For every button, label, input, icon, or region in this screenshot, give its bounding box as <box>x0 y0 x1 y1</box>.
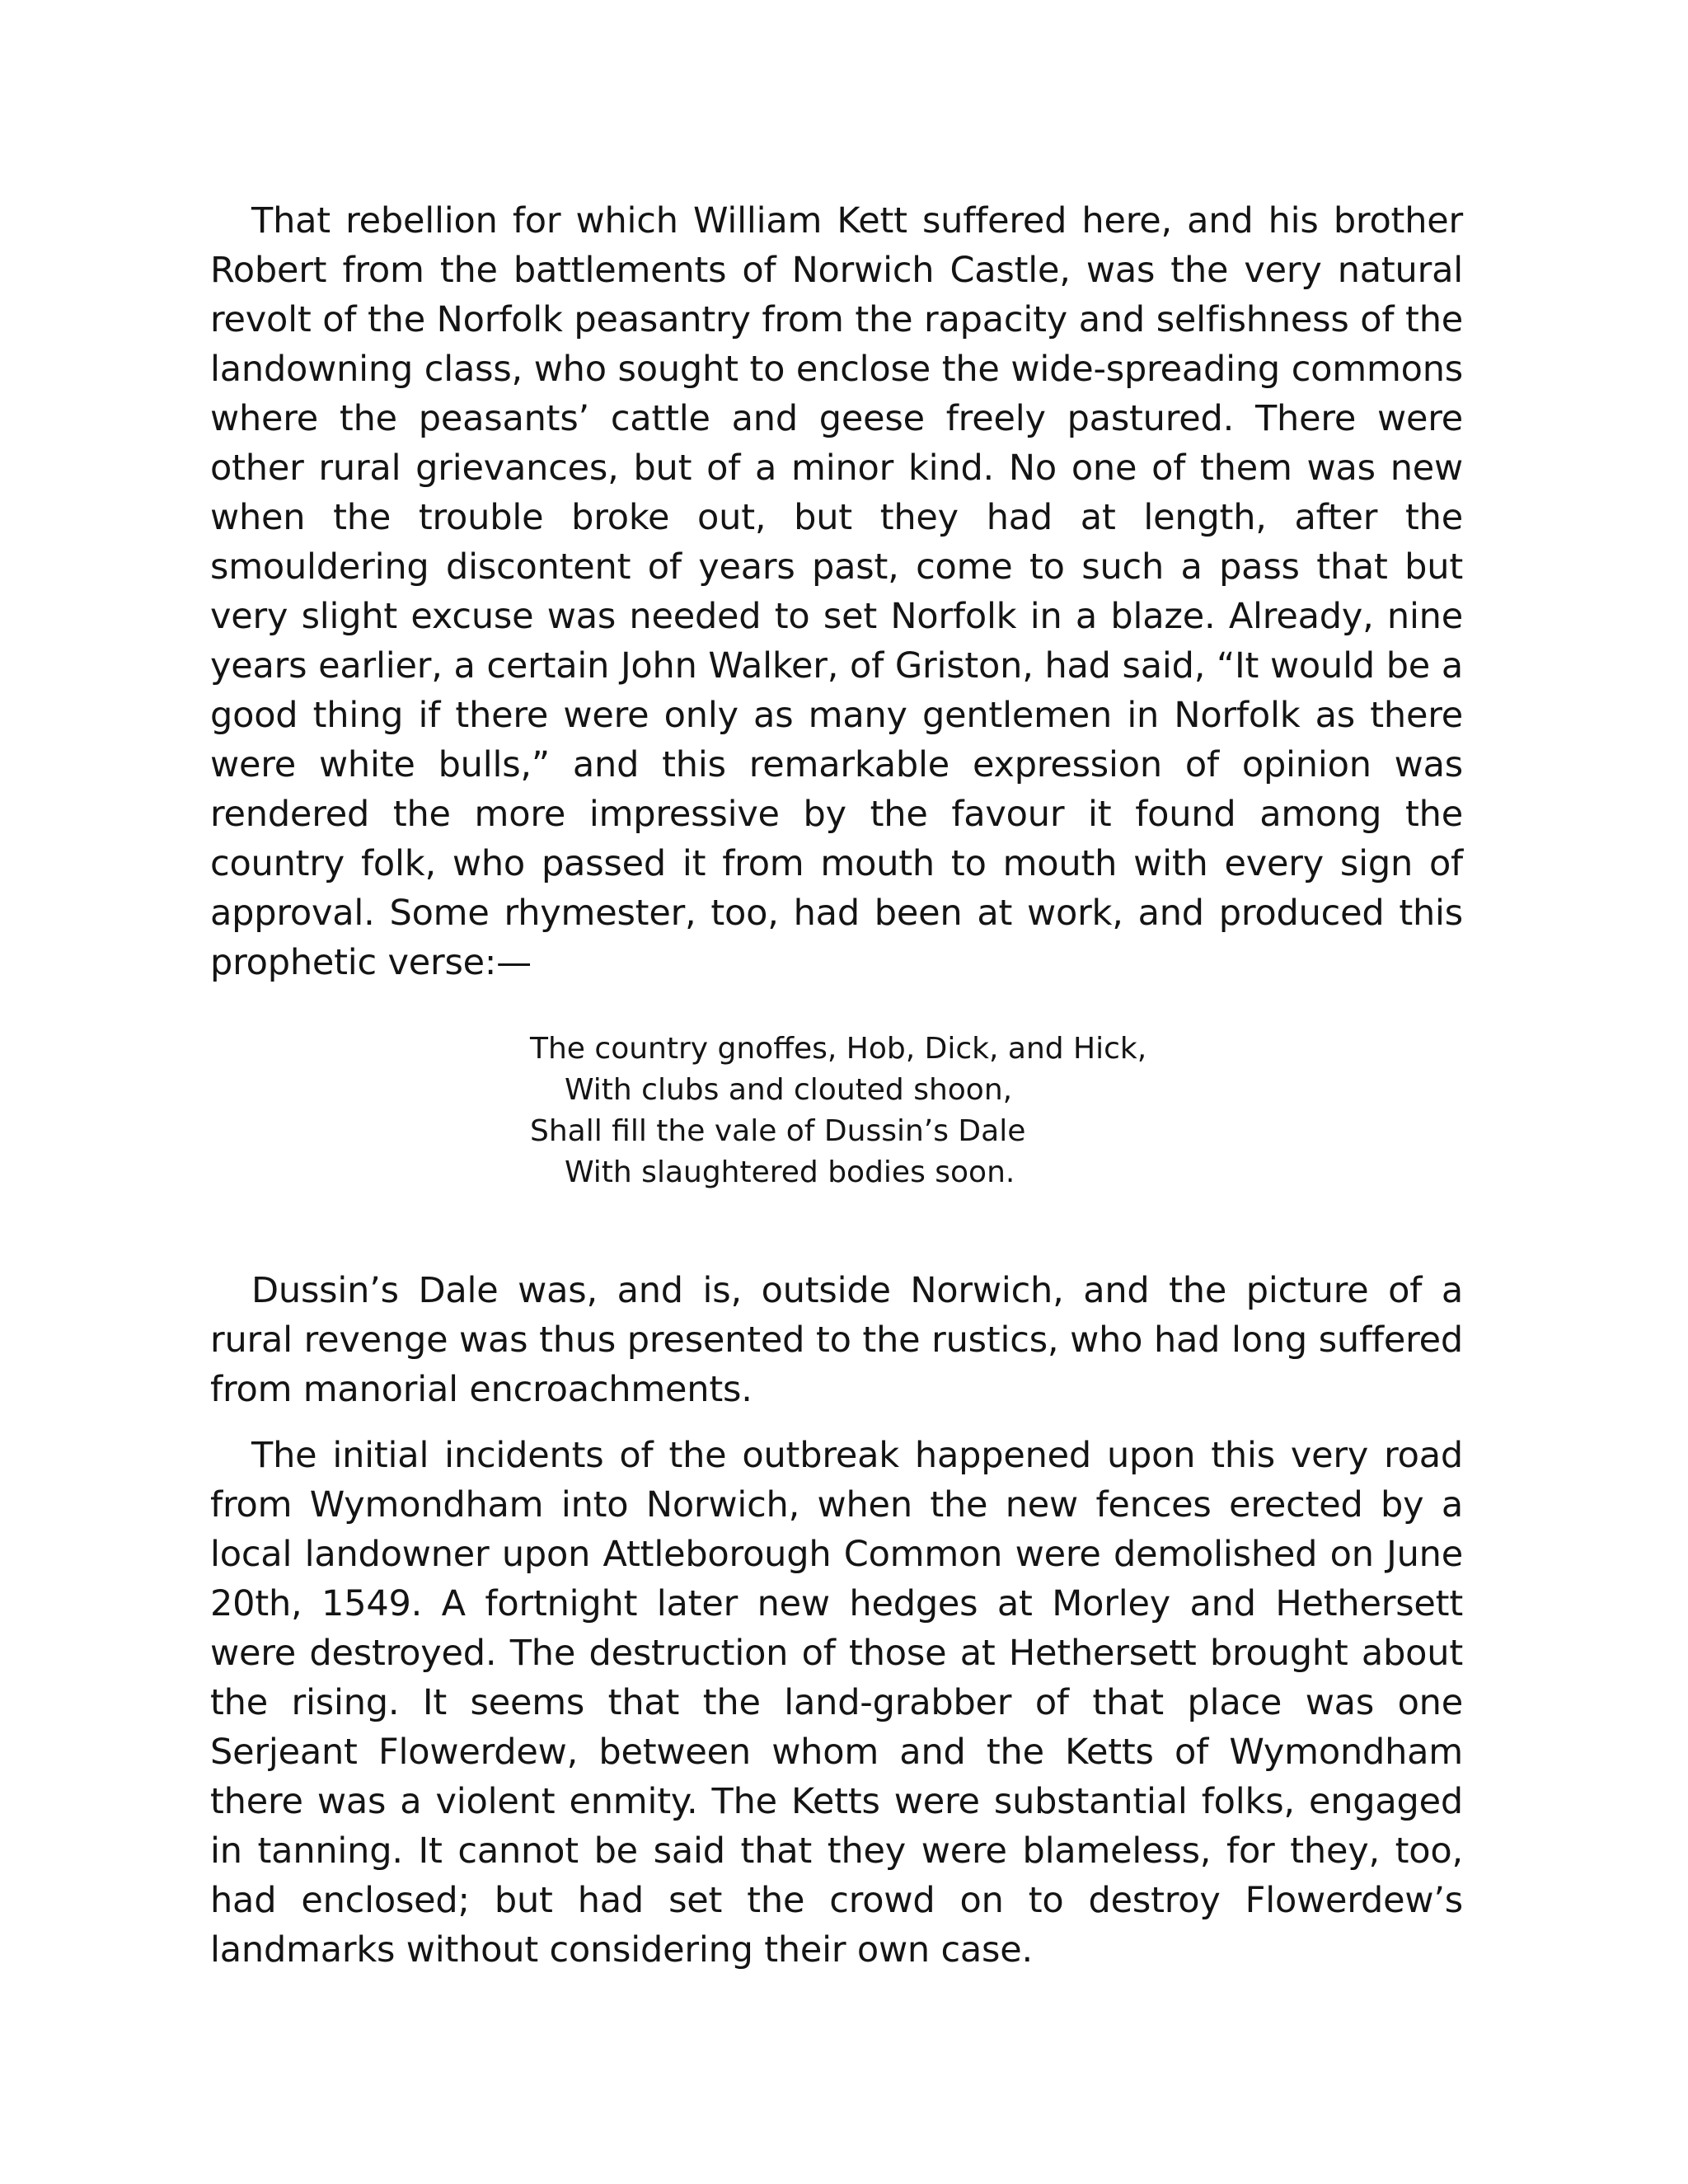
verse-line-1: The country gnoffes, Hob, Dick, and Hick, <box>530 1032 1147 1066</box>
verse-line-2: With clubs and clouted shoon, <box>565 1073 1013 1107</box>
document-page <box>210 196 1463 1975</box>
verse-line-3: Shall fill the vale of Dussin’s Dale <box>530 1114 1026 1148</box>
verse-line-4: With slaughtered bodies soon. <box>565 1155 1015 1189</box>
verse-block <box>210 1029 1463 1193</box>
paragraph-2: Dussin’s Dale was, and is, outside Norwich, and the picture of a rural revenge was thus presented to the rustics, who had long suffered from manorial encroachments. <box>210 1270 1463 1410</box>
paragraph-1: That rebellion for which William Kett suffered here, and his brother Robert from the battlements of Norwich Castle, was the very natural revolt of the Norfolk peasantry from the rapacity and selfishness of the landowning class, who sought to enclose the wide-spreading commons where the peasants’ cattle and geese freely pastured. There were other rural grievances, but of a minor kind. No one of them was new when the trouble broke out, but they had at length, after the smouldering discontent of years past, come to such a pass that but very slight excuse was needed to set Norfolk in a blaze. Already, nine years earlier, a certain John Walker, of Griston, had said, “It would be a good thing if there were only as many gentlemen in Norfolk as there were white bulls,” and this remarkable expression of opinion was rendered the more impressive by the favour it found among the country folk, who passed it from mouth to mouth with every sign of approval. Some rhymester, too, had been at work, and produced this prophetic verse:— <box>210 200 1463 983</box>
paragraph-3: The initial incidents of the outbreak happened upon this very road from Wymondham into Norwich, when the new fences erected by a local landowner upon Attleborough Common were demolished on June 20th, 1549. A fortnight later new hedges at Morley and Hethersett were destroyed. The destruction of those at Hethersett brought about the rising. It seems that the land-grabber of that place was one Serjeant Flowerdew, between whom and the Ketts of Wymondham there was a violent enmity. The Ketts were substantial folks, engaged in tanning. It cannot be said that they were blameless, for they, too, had enclosed; but had set the crowd on to destroy Flowerdew’s landmarks without considering their own case. <box>210 1435 1463 1971</box>
